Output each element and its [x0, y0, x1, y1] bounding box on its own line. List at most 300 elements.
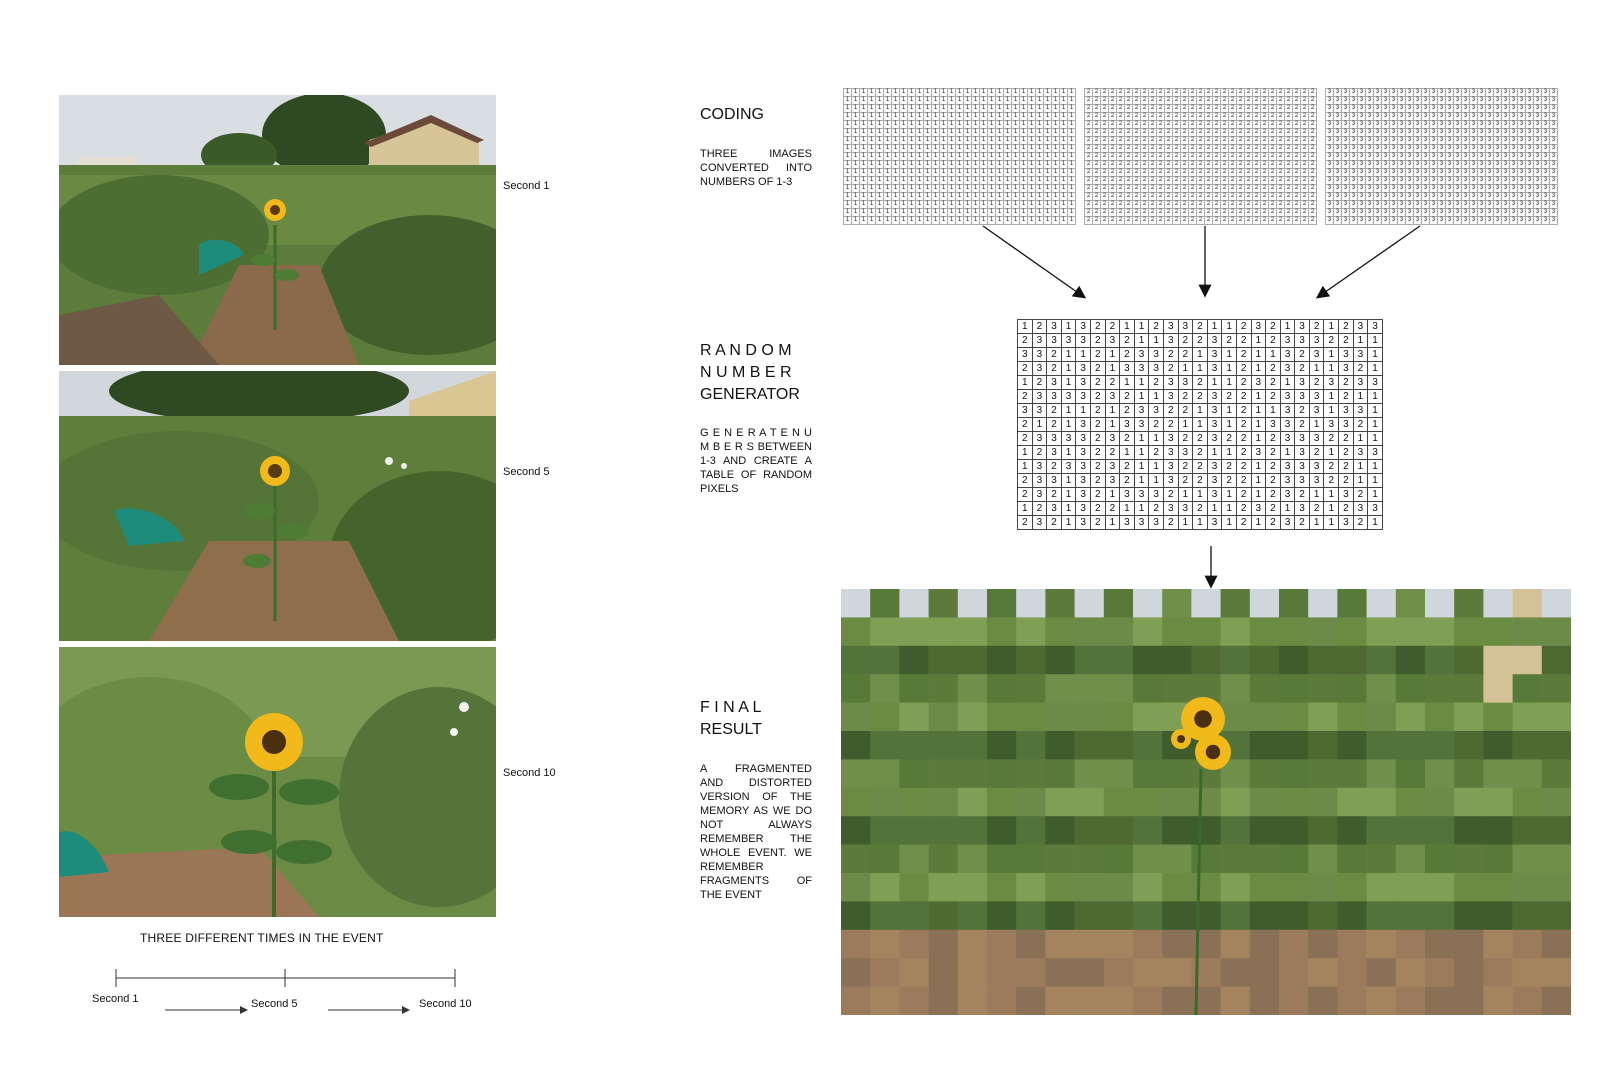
mosaic-block [929, 873, 959, 902]
coding-cell: 1 [1068, 177, 1076, 185]
coding-cell: 2 [1085, 201, 1093, 209]
coding-cell: 3 [1542, 129, 1550, 137]
coding-cell: 2 [1189, 169, 1197, 177]
random-cell: 1 [1324, 320, 1339, 334]
coding-cell: 1 [868, 153, 876, 161]
coding-cell: 1 [892, 217, 900, 225]
coding-cell: 2 [1309, 105, 1317, 113]
coding-cell: 3 [1526, 185, 1534, 193]
coding-cell: 3 [1542, 113, 1550, 121]
final-title-2: RESULT [700, 721, 762, 738]
mosaic-block [1367, 901, 1397, 930]
mosaic-block [1337, 589, 1367, 618]
coding-cell: 2 [1157, 177, 1165, 185]
mosaic-block [1542, 703, 1571, 732]
mosaic-block [1483, 930, 1513, 959]
coding-cell: 1 [1036, 201, 1044, 209]
coding-cell: 3 [1550, 217, 1558, 225]
coding-cell: 3 [1374, 113, 1382, 121]
random-cell: 3 [1120, 488, 1135, 502]
coding-cell: 3 [1366, 113, 1374, 121]
coding-cell: 3 [1358, 113, 1366, 121]
mosaic-block [1483, 617, 1513, 646]
coding-cell: 2 [1157, 161, 1165, 169]
coding-cell: 3 [1470, 209, 1478, 217]
coding-cell: 3 [1326, 121, 1334, 129]
coding-cell: 3 [1382, 129, 1390, 137]
random-cell: 2 [1295, 348, 1310, 362]
coding-cell: 2 [1101, 217, 1109, 225]
coding-cell: 3 [1462, 193, 1470, 201]
random-cell: 3 [1047, 432, 1062, 446]
mosaic-block [870, 589, 900, 618]
coding-cell: 2 [1117, 121, 1125, 129]
coding-cell: 2 [1277, 89, 1285, 97]
coding-cell: 2 [1237, 153, 1245, 161]
coding-cell: 1 [932, 89, 940, 97]
random-cell: 2 [1090, 474, 1105, 488]
coding-cell: 1 [1036, 177, 1044, 185]
random-cell: 3 [1120, 418, 1135, 432]
coding-cell: 2 [1085, 193, 1093, 201]
coding-cell: 1 [956, 129, 964, 137]
random-cell: 2 [1266, 432, 1281, 446]
coding-cell: 2 [1141, 217, 1149, 225]
mosaic-block [1337, 731, 1367, 760]
random-cell: 2 [1090, 362, 1105, 376]
random-cell: 3 [1280, 418, 1295, 432]
mosaic-block [1454, 987, 1484, 1015]
coding-cell: 1 [996, 201, 1004, 209]
coding-cell: 1 [948, 153, 956, 161]
coding-cell: 2 [1261, 201, 1269, 209]
coding-cell: 3 [1470, 185, 1478, 193]
coding-cell: 1 [924, 129, 932, 137]
coding-cell: 3 [1342, 209, 1350, 217]
mosaic-block [1279, 731, 1309, 760]
coding-cell: 3 [1510, 153, 1518, 161]
coding-cell: 2 [1285, 97, 1293, 105]
coding-cell: 1 [964, 169, 972, 177]
coding-cell: 2 [1293, 177, 1301, 185]
coding-cell: 2 [1205, 217, 1213, 225]
mosaic-block [1221, 674, 1251, 703]
coding-cell: 3 [1334, 145, 1342, 153]
mosaic-block [1513, 646, 1543, 675]
coding-cell: 1 [988, 129, 996, 137]
coding-cell: 2 [1285, 105, 1293, 113]
random-cell: 2 [1295, 418, 1310, 432]
coding-cell: 3 [1510, 121, 1518, 129]
coding-cell: 3 [1398, 153, 1406, 161]
coding-cell: 3 [1342, 177, 1350, 185]
coding-cell: 1 [852, 97, 860, 105]
coding-cell: 3 [1486, 169, 1494, 177]
coding-cell: 1 [852, 185, 860, 193]
coding-cell: 2 [1229, 177, 1237, 185]
coding-cell: 2 [1261, 113, 1269, 121]
random-cell: 2 [1090, 390, 1105, 404]
coding-cell: 2 [1277, 121, 1285, 129]
coding-cell: 1 [900, 137, 908, 145]
random-cell: 1 [1251, 348, 1266, 362]
coding-cell: 1 [924, 161, 932, 169]
mosaic-block [1308, 731, 1338, 760]
mosaic-block [1045, 930, 1075, 959]
coding-cell: 1 [980, 185, 988, 193]
coding-cell: 3 [1494, 193, 1502, 201]
coding-cell: 2 [1101, 161, 1109, 169]
random-cell: 3 [1280, 474, 1295, 488]
coding-cell: 1 [860, 113, 868, 121]
coding-cell: 3 [1494, 209, 1502, 217]
coding-cell: 2 [1173, 145, 1181, 153]
random-cell: 2 [1236, 418, 1251, 432]
coding-cell: 3 [1406, 177, 1414, 185]
coding-cell: 2 [1085, 209, 1093, 217]
coding-cell: 2 [1125, 185, 1133, 193]
coding-cell: 3 [1366, 105, 1374, 113]
coding-cell: 1 [868, 97, 876, 105]
coding-cell: 1 [972, 193, 980, 201]
random-cell: 3 [1134, 418, 1149, 432]
coding-cell: 3 [1518, 97, 1526, 105]
coding-cell: 1 [868, 201, 876, 209]
mosaic-block [1513, 987, 1543, 1015]
mosaic-block [1221, 845, 1251, 874]
mosaic-block [841, 703, 871, 732]
coding-cell: 1 [1060, 217, 1068, 225]
coding-cell: 3 [1502, 137, 1510, 145]
mosaic-block [1250, 845, 1280, 874]
coding-cell: 3 [1350, 193, 1358, 201]
coding-cell: 1 [948, 201, 956, 209]
coding-cell: 2 [1117, 209, 1125, 217]
coding-cell: 2 [1221, 105, 1229, 113]
coding-cell: 1 [1068, 129, 1076, 137]
coding-cell: 2 [1285, 145, 1293, 153]
coding-cell: 1 [1004, 161, 1012, 169]
random-cell: 3 [1251, 502, 1266, 516]
coding-cell: 1 [956, 217, 964, 225]
coding-cell: 2 [1309, 145, 1317, 153]
coding-cell: 1 [908, 113, 916, 121]
mosaic-block [1483, 674, 1513, 703]
coding-cell: 3 [1350, 105, 1358, 113]
coding-cell: 3 [1454, 161, 1462, 169]
coding-cell: 1 [1036, 145, 1044, 153]
coding-cell: 2 [1165, 201, 1173, 209]
coding-cell: 3 [1406, 113, 1414, 121]
coding-cell: 1 [1060, 105, 1068, 113]
coding-cell: 2 [1173, 201, 1181, 209]
coding-cell: 3 [1342, 145, 1350, 153]
coding-cell: 3 [1438, 185, 1446, 193]
coding-cell: 1 [1036, 185, 1044, 193]
mosaic-block [1513, 930, 1543, 959]
random-cell: 3 [1032, 516, 1047, 530]
coding-cell: 3 [1446, 185, 1454, 193]
mosaic-block [1045, 788, 1075, 817]
mosaic-block [1337, 845, 1367, 874]
coding-cell: 3 [1430, 185, 1438, 193]
mosaic-block [1367, 674, 1397, 703]
coding-cell: 2 [1085, 89, 1093, 97]
coding-cell: 1 [924, 193, 932, 201]
coding-cell: 1 [892, 153, 900, 161]
coding-cell: 3 [1390, 105, 1398, 113]
coding-cell: 3 [1526, 169, 1534, 177]
coding-cell: 1 [948, 185, 956, 193]
coding-cell: 1 [972, 113, 980, 121]
coding-cell: 1 [1012, 145, 1020, 153]
coding-cell: 1 [1036, 193, 1044, 201]
random-cell: 3 [1309, 460, 1324, 474]
coding-cell: 1 [1068, 137, 1076, 145]
coding-cell: 3 [1358, 145, 1366, 153]
mosaic-block [841, 646, 871, 675]
coding-cell: 2 [1101, 177, 1109, 185]
mosaic-block [1279, 845, 1309, 874]
random-cell: 1 [1105, 418, 1120, 432]
coding-cell: 3 [1542, 193, 1550, 201]
coding-cell: 3 [1430, 145, 1438, 153]
mosaic-block [1250, 617, 1280, 646]
coding-cell: 1 [1028, 105, 1036, 113]
coding-cell: 2 [1189, 161, 1197, 169]
coding-cell: 2 [1277, 97, 1285, 105]
mosaic-block [1396, 617, 1426, 646]
coding-cell: 1 [1004, 201, 1012, 209]
coding-cell: 1 [1068, 217, 1076, 225]
coding-cell: 3 [1454, 105, 1462, 113]
coding-cell: 3 [1438, 201, 1446, 209]
mosaic-block [1454, 674, 1484, 703]
random-cell: 2 [1309, 502, 1324, 516]
mosaic-block [1425, 788, 1455, 817]
coding-cell: 1 [1060, 169, 1068, 177]
coding-cell: 1 [916, 105, 924, 113]
coding-cell: 3 [1502, 177, 1510, 185]
coding-cell: 2 [1085, 129, 1093, 137]
coding-cell: 1 [932, 129, 940, 137]
mosaic-block [1279, 617, 1309, 646]
coding-cell: 3 [1510, 145, 1518, 153]
coding-cell: 1 [948, 145, 956, 153]
coding-cell: 2 [1309, 177, 1317, 185]
coding-cell: 1 [1044, 89, 1052, 97]
random-cell: 2 [1339, 376, 1354, 390]
mosaic-block [841, 788, 871, 817]
random-cell: 3 [1076, 446, 1091, 460]
coding-cell: 2 [1101, 185, 1109, 193]
coding-cell: 2 [1117, 105, 1125, 113]
coding-cell: 2 [1197, 145, 1205, 153]
random-cell: 2 [1339, 320, 1354, 334]
coding-cell: 2 [1213, 209, 1221, 217]
coding-cell: 2 [1085, 185, 1093, 193]
mosaic-block [1162, 759, 1192, 788]
coding-cell: 3 [1382, 89, 1390, 97]
coding-cell: 3 [1350, 89, 1358, 97]
coding-cell: 3 [1454, 193, 1462, 201]
random-cell: 3 [1032, 348, 1047, 362]
random-cell: 2 [1266, 474, 1281, 488]
coding-cell: 2 [1101, 113, 1109, 121]
mosaic-block [1367, 930, 1397, 959]
coding-cell: 2 [1245, 161, 1253, 169]
coding-cell: 3 [1438, 145, 1446, 153]
coding-cell: 1 [1060, 113, 1068, 121]
coding-cell: 1 [988, 97, 996, 105]
mosaic-block [1191, 646, 1221, 675]
coding-cell: 3 [1414, 137, 1422, 145]
coding-cell: 2 [1189, 129, 1197, 137]
coding-cell: 2 [1261, 129, 1269, 137]
coding-cell: 3 [1398, 169, 1406, 177]
coding-cell: 1 [1052, 177, 1060, 185]
coding-cell: 2 [1221, 169, 1229, 177]
mosaic-block [1396, 845, 1426, 874]
coding-cell: 1 [980, 153, 988, 161]
random-cell: 3 [1353, 446, 1368, 460]
coding-cell: 1 [860, 185, 868, 193]
coding-cell: 2 [1093, 217, 1101, 225]
random-cell: 2 [1047, 362, 1062, 376]
coding-cell: 3 [1414, 145, 1422, 153]
coding-cell: 1 [1012, 113, 1020, 121]
coding-cell: 3 [1326, 201, 1334, 209]
mosaic-block [1279, 987, 1309, 1015]
coding-cell: 1 [948, 169, 956, 177]
mosaic-block [929, 674, 959, 703]
mosaic-block [870, 703, 900, 732]
coding-cell: 2 [1181, 113, 1189, 121]
random-cell: 3 [1076, 362, 1091, 376]
coding-cell: 3 [1470, 129, 1478, 137]
coding-cell: 3 [1526, 137, 1534, 145]
coding-cell: 1 [1044, 161, 1052, 169]
random-cell: 2 [1353, 516, 1368, 530]
coding-cell: 1 [1012, 185, 1020, 193]
coding-cell: 1 [844, 185, 852, 193]
coding-cell: 1 [972, 169, 980, 177]
coding-cell: 2 [1261, 217, 1269, 225]
coding-cell: 2 [1237, 169, 1245, 177]
coding-cell: 2 [1237, 97, 1245, 105]
coding-cell: 3 [1494, 153, 1502, 161]
coding-cell: 1 [932, 121, 940, 129]
coding-cell: 2 [1149, 89, 1157, 97]
coding-cell: 1 [844, 153, 852, 161]
mosaic-block [1425, 987, 1455, 1015]
coding-cell: 2 [1125, 137, 1133, 145]
coding-cell: 3 [1358, 217, 1366, 225]
coding-cell: 2 [1213, 169, 1221, 177]
coding-cell: 1 [884, 177, 892, 185]
coding-cell: 2 [1173, 209, 1181, 217]
coding-cell: 1 [1068, 193, 1076, 201]
mosaic-block [987, 901, 1017, 930]
mosaic-block [1162, 589, 1192, 618]
coding-cell: 3 [1382, 105, 1390, 113]
random-cell: 1 [1251, 474, 1266, 488]
coding-cell: 3 [1486, 97, 1494, 105]
random-cell: 3 [1061, 460, 1076, 474]
coding-cell: 2 [1253, 89, 1261, 97]
coding-cell: 1 [1052, 97, 1060, 105]
coding-cell: 1 [996, 185, 1004, 193]
coding-cell: 1 [1004, 129, 1012, 137]
coding-cell: 2 [1205, 113, 1213, 121]
coding-cell: 1 [892, 161, 900, 169]
coding-cell: 3 [1358, 105, 1366, 113]
coding-cell: 3 [1326, 209, 1334, 217]
mosaic-block [1191, 617, 1221, 646]
coding-cell: 3 [1430, 129, 1438, 137]
mosaic-block [1425, 958, 1455, 987]
coding-cell: 3 [1366, 89, 1374, 97]
coding-cell: 2 [1221, 89, 1229, 97]
mosaic-block [1045, 958, 1075, 987]
coding-cell: 1 [988, 105, 996, 113]
coding-cell: 1 [1044, 137, 1052, 145]
coding-cell: 2 [1197, 153, 1205, 161]
coding-cell: 2 [1301, 89, 1309, 97]
random-cell: 2 [1222, 334, 1237, 348]
coding-cell: 3 [1462, 129, 1470, 137]
coding-cell: 3 [1406, 145, 1414, 153]
coding-cell: 3 [1334, 153, 1342, 161]
timeline-label-middle: Second 5 [251, 998, 298, 1010]
random-cell: 3 [1368, 446, 1383, 460]
coding-cell: 2 [1165, 97, 1173, 105]
timeline-label-end: Second 10 [419, 998, 472, 1010]
coding-cell: 2 [1109, 137, 1117, 145]
coding-cell: 2 [1181, 201, 1189, 209]
random-cell: 2 [1193, 502, 1208, 516]
random-cell: 2 [1339, 390, 1354, 404]
random-cell: 2 [1090, 334, 1105, 348]
coding-cell: 3 [1414, 161, 1422, 169]
coding-cell: 2 [1173, 129, 1181, 137]
coding-cell: 1 [1052, 105, 1060, 113]
coding-cell: 1 [964, 137, 972, 145]
coding-cell: 3 [1486, 137, 1494, 145]
coding-cell: 2 [1309, 129, 1317, 137]
mosaic-block [1483, 703, 1513, 732]
coding-cell: 1 [1068, 105, 1076, 113]
coding-cell: 3 [1526, 193, 1534, 201]
mosaic-block [899, 759, 929, 788]
coding-cell: 1 [988, 113, 996, 121]
random-cell: 3 [1163, 390, 1178, 404]
mosaic-block [1367, 788, 1397, 817]
coding-cell: 3 [1526, 217, 1534, 225]
coding-cell: 3 [1374, 161, 1382, 169]
random-cell: 1 [1207, 376, 1222, 390]
coding-cell: 3 [1478, 137, 1486, 145]
coding-cell: 3 [1454, 97, 1462, 105]
random-cell: 1 [1280, 446, 1295, 460]
mosaic-block [1279, 788, 1309, 817]
random-cell: 1 [1134, 460, 1149, 474]
coding-cell: 1 [964, 193, 972, 201]
coding-cell: 2 [1093, 201, 1101, 209]
coding-cell: 3 [1422, 145, 1430, 153]
mosaic-block [1483, 759, 1513, 788]
coding-cell: 1 [1028, 97, 1036, 105]
